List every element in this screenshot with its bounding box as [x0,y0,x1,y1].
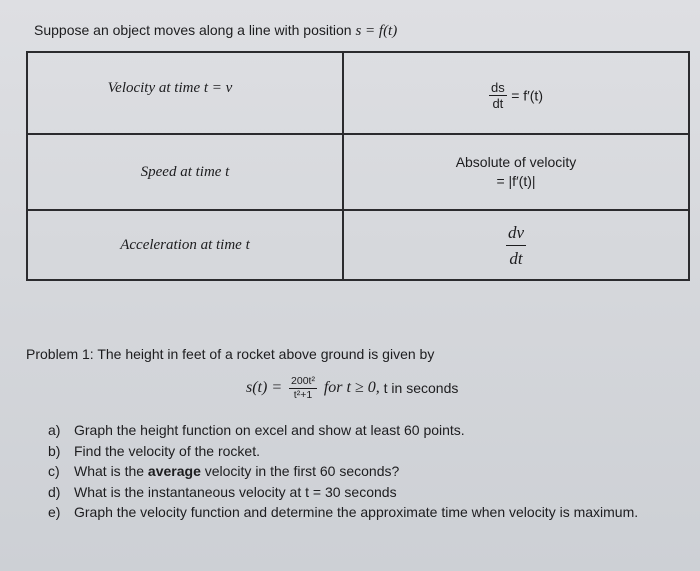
list-marker: a) [48,422,61,438]
velocity-derivative: = f′(t) [511,87,543,104]
height-formula [246,376,458,400]
problem-title: Problem 1: The height in feet of a rocket above ground is given by [26,346,435,362]
speed-definition-line2: = |f′(t)| [496,173,536,189]
formula-condition: for t ≥ 0, [323,379,380,396]
list-marker: b) [48,442,61,459]
speed-definition-line1: Absolute of velocity [455,154,577,170]
definitions-table [26,51,690,281]
formula-fraction [289,376,317,400]
list-item [48,482,638,503]
acceleration-label: Acceleration at time t [120,237,250,253]
speed-label: Speed at time t [140,164,230,180]
question-text-pre: What is the [74,463,148,479]
list-marker: c) [48,463,60,479]
question-text: Graph the velocity function and determine the approximate time when velocity is maximum. [74,504,639,520]
question-text: What is the instantaneous velocity at t = 30 seconds [74,483,397,500]
intro-text: Suppose an object moves along a line with position [34,22,352,38]
dt-denominator: dt [509,248,523,268]
table-row-velocity [27,52,689,134]
question-text: Graph the height function on excel and show at least 60 points. [74,422,465,438]
table-row-acceleration [27,210,689,280]
table-row-speed [27,134,689,210]
list-item [48,461,638,482]
list-item [48,441,638,462]
ds-dt-fraction [489,81,507,110]
dv-numerator: dv [506,224,526,246]
formula-numerator: 200t² [291,375,315,387]
list-item [48,502,638,523]
list-item [48,420,638,441]
formula-units: t in seconds [383,380,459,396]
ds-numerator: ds [491,80,505,95]
question-text-post: velocity in the first 60 seconds? [200,463,400,479]
intro-sentence [34,22,397,40]
question-emphasis: average [147,463,201,479]
position-function: s = f(t) [355,23,398,39]
formula-lhs: s(t) = [246,379,283,396]
list-marker: e) [48,504,61,520]
dt-denominator: dt [492,96,504,111]
dv-dt-fraction [506,224,526,267]
velocity-label: Velocity at time t = v [107,80,233,96]
question-text: Find the velocity of the rocket. [74,442,260,459]
formula-denominator: t²+1 [293,388,313,401]
list-marker: d) [48,483,61,500]
question-list [48,420,638,523]
